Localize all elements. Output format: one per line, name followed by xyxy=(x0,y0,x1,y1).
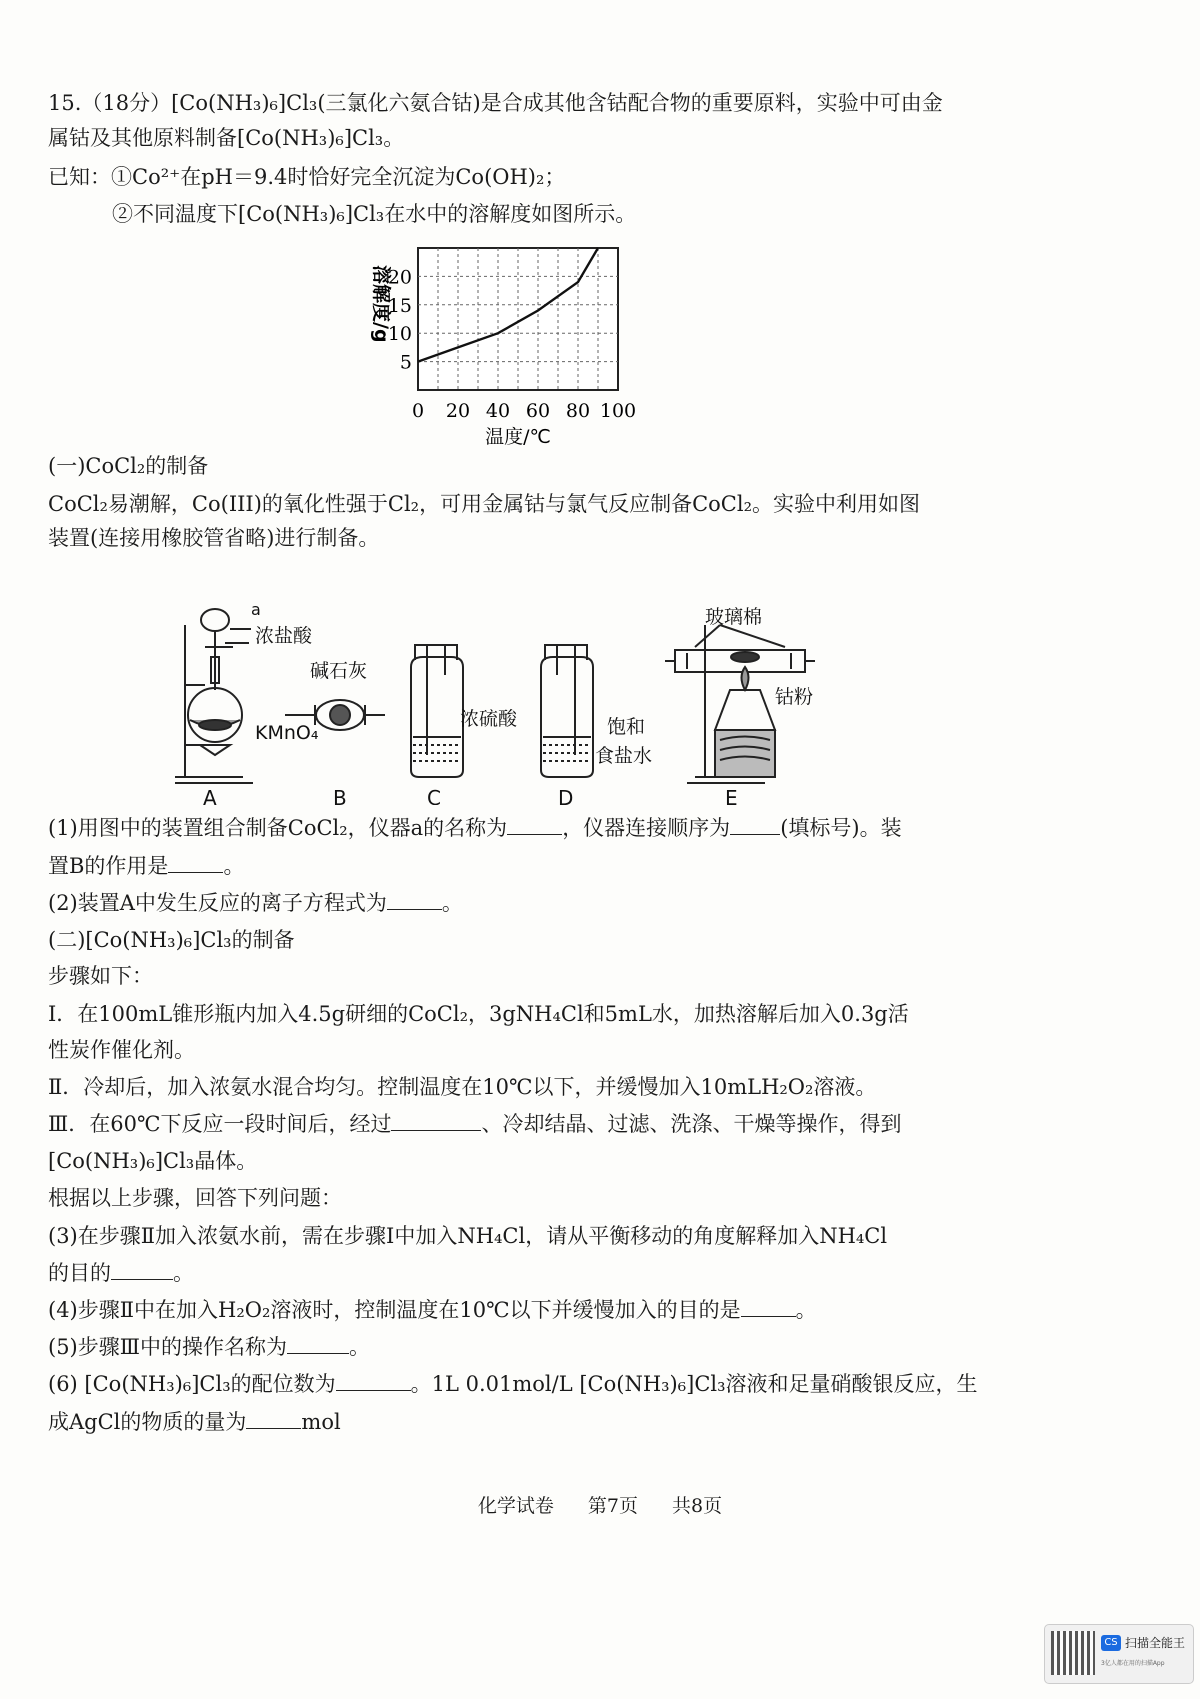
step-2: Ⅱ．冷却后，加入浓氨水混合均匀。控制温度在10℃以下，并缓慢加入10mLH₂O₂溶液。 xyxy=(48,1075,877,1099)
x-tick-label: 0 xyxy=(411,400,425,422)
part1-text: 装置(连接用橡胶管省略)进行制备。 xyxy=(48,526,380,550)
steps-intro: 步骤如下： xyxy=(48,964,153,988)
label-A: A xyxy=(203,786,217,805)
label-brine-1: 饱和 xyxy=(607,716,646,738)
answer-blank[interactable] xyxy=(387,889,442,910)
label-glass-wool: 玻璃棉 xyxy=(705,606,763,628)
apparatus-c xyxy=(411,645,518,805)
answer-blank[interactable] xyxy=(287,1333,349,1354)
x-tick-label: 20 xyxy=(445,400,471,422)
question-1: (1)用图中的装置组合制备CoCl₂，仪器a的名称为 ，仪器连接顺序为 (填标号)。装 xyxy=(48,816,902,840)
label-cobalt-powder: 钴粉 xyxy=(775,686,814,708)
label-E: E xyxy=(725,786,738,805)
x-tick-label: 100 xyxy=(599,400,637,422)
x-tick-label: 80 xyxy=(565,400,591,422)
y-tick-label: 20 xyxy=(387,266,412,289)
step-3: Ⅲ．在60℃下反应一段时间后，经过 、冷却结晶、过滤、洗涤、干燥等操作，得到 xyxy=(48,1112,902,1136)
y-axis-label: 溶解度/g xyxy=(370,265,392,343)
scanner-name: 扫描全能王 xyxy=(1125,1636,1186,1650)
footer-total: 共8页 xyxy=(672,1495,723,1517)
x-axis-label: 温度/℃ xyxy=(485,426,551,448)
question-2: (2)装置A中发生反应的离子方程式为 。 xyxy=(48,891,463,915)
label-conc-h2so4: 浓硫酸 xyxy=(460,708,518,730)
step-3-cont: [Co(NH₃)₆]Cl₃晶体。 xyxy=(48,1149,258,1173)
qr-code-icon xyxy=(1051,1631,1095,1675)
y-tick-label: 5 xyxy=(399,351,412,374)
step-1: Ⅰ．在100mL锥形瓶内加入4.5g研细的CoCl₂，3gNH₄Cl和5mL水，加热溶解后加入0.3g活 xyxy=(48,1002,909,1026)
answer-blank[interactable] xyxy=(730,814,780,835)
apparatus-d xyxy=(541,645,652,805)
x-tick-label: 60 xyxy=(525,400,551,422)
answer-blank[interactable] xyxy=(168,852,223,873)
apparatus-diagram xyxy=(175,605,895,805)
label-hcl: 浓盐酸 xyxy=(255,625,313,647)
label-C: C xyxy=(427,786,441,805)
y-tick-label: 15 xyxy=(387,294,412,317)
answer-blank[interactable] xyxy=(507,814,562,835)
question-1-cont: 置B的作用是 。 xyxy=(48,854,245,878)
apparatus-e xyxy=(665,606,815,805)
answer-blank[interactable] xyxy=(246,1408,301,1429)
label-D: D xyxy=(558,786,574,805)
part1-heading: (一)CoCl₂的制备 xyxy=(48,454,209,478)
question-3: (3)在步骤Ⅱ加入浓氨水前，需在步骤Ⅰ中加入NH₄Cl，请从平衡移动的角度解释加入NH₄Cl xyxy=(48,1224,888,1248)
scanner-tagline: 3亿人都在用的扫描App xyxy=(1101,1660,1165,1667)
label-brine-2: 食盐水 xyxy=(595,745,653,767)
label-kmno4: KMnO₄ xyxy=(255,722,319,744)
part2-heading: (二)[Co(NH₃)₆]Cl₃的制备 xyxy=(48,928,295,952)
footer-subject: 化学试卷 xyxy=(477,1495,554,1517)
known-1: 已知：①Co²⁺在pH＝9.4时恰好完全沉淀为Co(OH)₂； xyxy=(48,165,566,189)
answer-blank[interactable] xyxy=(111,1259,173,1280)
label-a: a xyxy=(251,605,261,619)
step-1-cont: 性炭作催化剂。 xyxy=(48,1038,195,1062)
question-5: (5)步骤Ⅲ中的操作名称为 。 xyxy=(48,1335,370,1359)
page-footer xyxy=(0,1491,1200,1518)
question-6-cont: 成AgCl的物质的量为 mol xyxy=(48,1410,341,1434)
question-text: 属钴及其他原料制备[Co(NH₃)₆]Cl₃。 xyxy=(48,126,405,150)
question-4: (4)步骤Ⅱ中在加入H₂O₂溶液时，控制温度在10℃以下并缓慢加入的目的是 。 xyxy=(48,1298,817,1322)
scanner-watermark xyxy=(1044,1624,1194,1684)
label-B: B xyxy=(333,786,347,805)
apparatus-a xyxy=(175,605,319,805)
footer-page: 第7页 xyxy=(587,1495,638,1517)
question-6: (6) [Co(NH₃)₆]Cl₃的配位数为 。1L 0.01mol/L [Co(NH₃)₆]Cl₃溶液和足量硝酸银反应，生 xyxy=(48,1372,978,1396)
answer-intro: 根据以上步骤，回答下列问题： xyxy=(48,1186,342,1210)
answer-blank[interactable] xyxy=(391,1110,481,1131)
y-tick-label: 10 xyxy=(387,323,412,346)
label-soda-lime: 碱石灰 xyxy=(310,660,368,682)
known-2: ②不同温度下[Co(NH₃)₆]Cl₃在水中的溶解度如图所示。 xyxy=(112,202,637,226)
x-tick-label: 40 xyxy=(485,400,511,422)
answer-blank[interactable] xyxy=(741,1296,796,1317)
question-title: 15.（18分）[Co(NH₃)₆]Cl₃(三氯化六氨合钴)是合成其他含钴配合物的重要原料，实验中可由金 xyxy=(48,91,943,115)
solubility-chart xyxy=(370,245,690,455)
answer-blank[interactable] xyxy=(336,1370,411,1391)
part1-text: CoCl₂易潮解，Co(III)的氧化性强于Cl₂，可用金属钴与氯气反应制备CoCl₂。实验中利用如图 xyxy=(48,492,921,516)
cs-logo-icon: CS xyxy=(1101,1635,1121,1651)
question-3-cont: 的目的 。 xyxy=(48,1261,194,1285)
